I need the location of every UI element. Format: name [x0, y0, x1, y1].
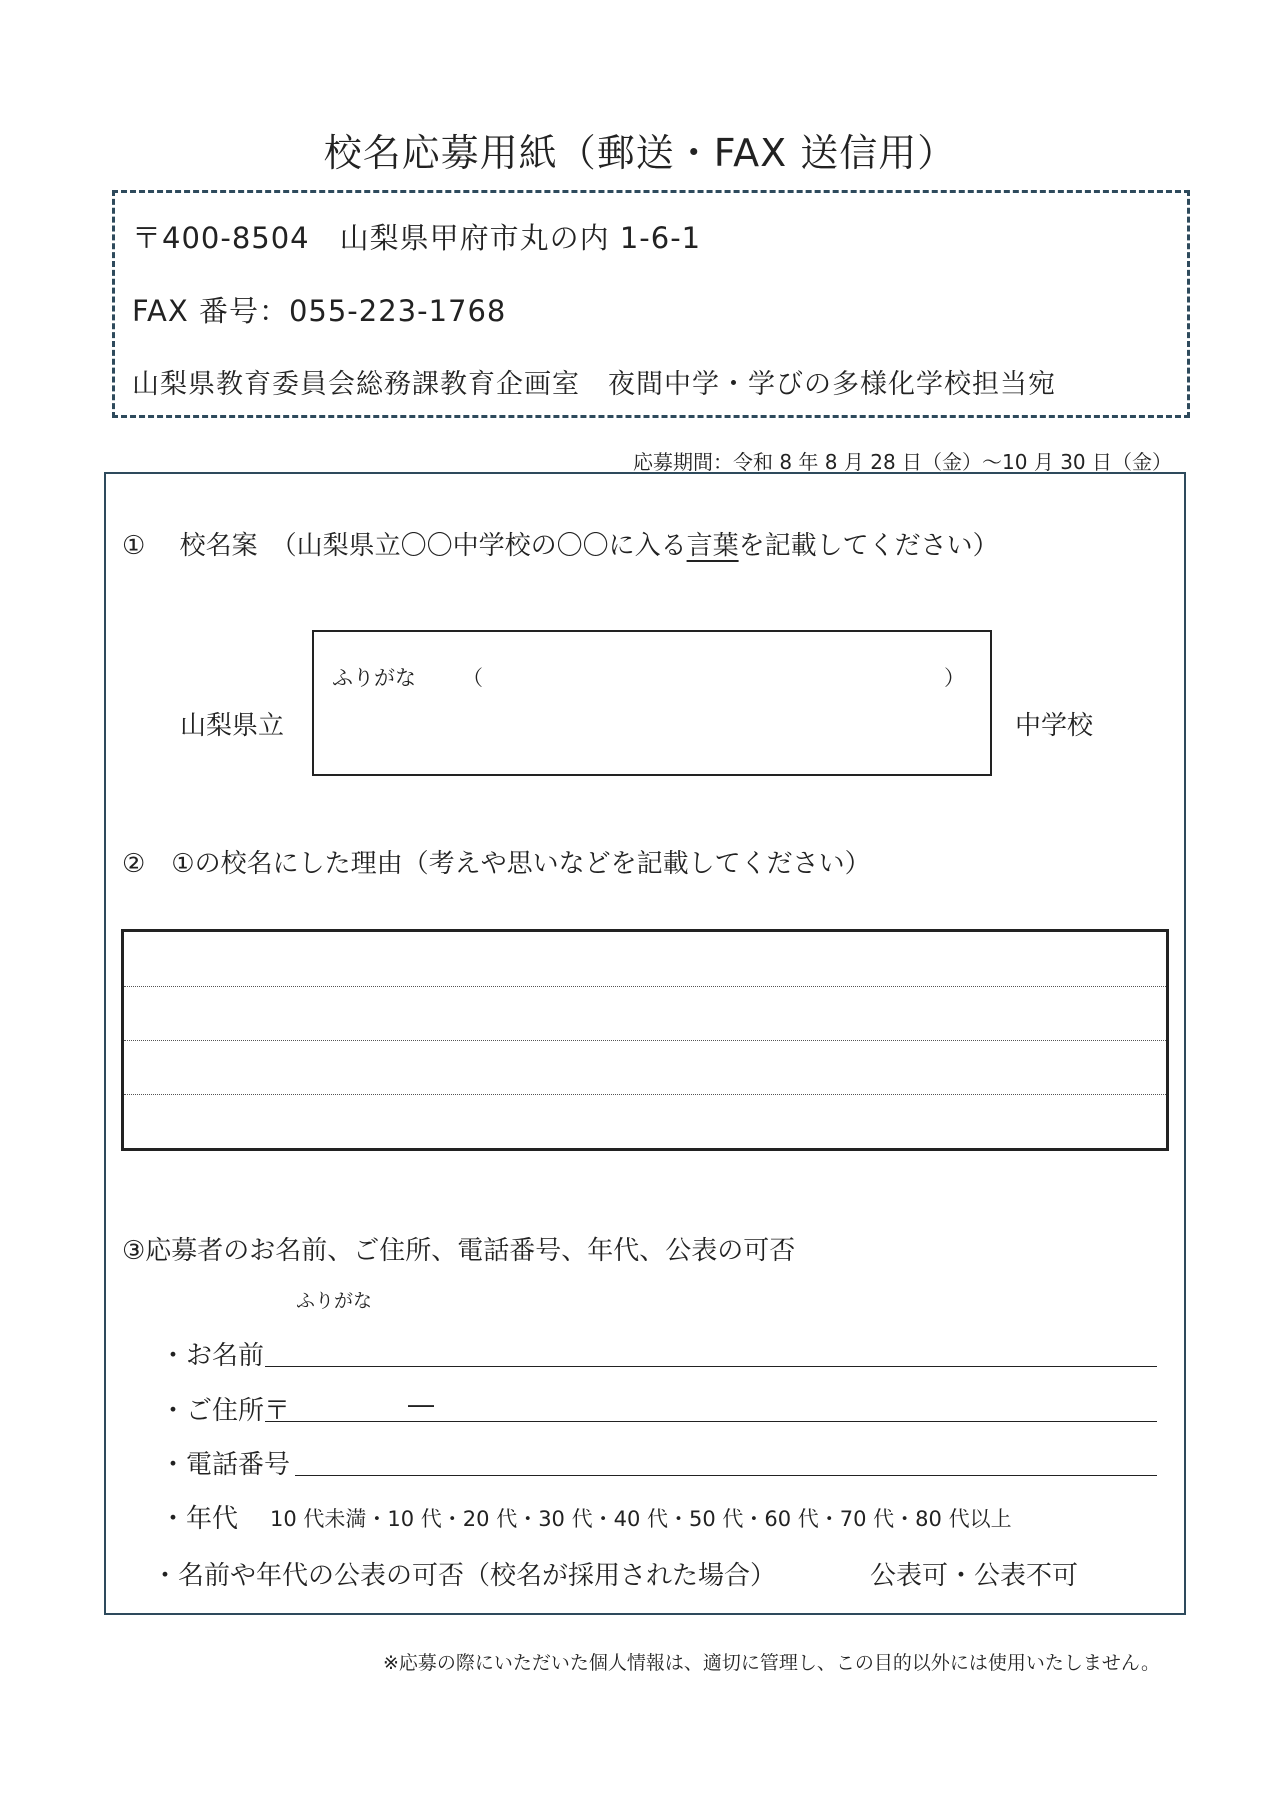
- age-options[interactable]: 10 代未満・10 代・20 代・30 代・40 代・50 代・60 代・70 代・80 代以上: [270, 1507, 1012, 1531]
- postal-address: 〒400-8504 山梨県甲府市丸の内 1-6-1: [132, 221, 702, 255]
- name-furigana: ふりがな: [296, 1290, 373, 1312]
- publish-label: ・名前や年代の公表の可否（校名が採用された場合）: [152, 1561, 777, 1591]
- section2-heading: ② ①の校名にした理由（考えや思いなどを記載してください）: [122, 849, 871, 879]
- application-period: 応募期間：令和 8 年 8 月 28 日（金）～10 月 30 日（金）: [632, 450, 1172, 474]
- section3-heading: ③応募者のお名前、ご住所、電話番号、年代、公表の可否: [122, 1236, 796, 1266]
- section1-heading-suffix: を記載してください）: [738, 531, 999, 561]
- address-label: ・ご住所〒: [160, 1396, 291, 1426]
- reason-input[interactable]: [121, 929, 1169, 1151]
- ruled-line: [124, 1094, 1166, 1095]
- ruled-line: [124, 986, 1166, 987]
- name-label: ・お名前: [160, 1341, 265, 1371]
- paren-open: （: [462, 666, 483, 690]
- section1-heading-underlined: 言葉: [686, 531, 739, 561]
- section1-heading: [122, 525, 999, 562]
- age-label: ・年代: [160, 1504, 239, 1534]
- address-field[interactable]: [265, 1421, 1157, 1422]
- phone-label: ・電話番号: [160, 1450, 291, 1480]
- phone-field[interactable]: [295, 1475, 1157, 1476]
- suffix-label: 中学校: [1015, 711, 1094, 741]
- prefix-label: 山梨県立: [180, 711, 285, 741]
- school-name-input[interactable]: [312, 630, 992, 776]
- recipient: 山梨県教育委員会総務課教育企画室 夜間中学・学びの多様化学校担当宛: [132, 369, 1056, 400]
- paren-close: ）: [944, 666, 965, 690]
- name-field[interactable]: [265, 1366, 1157, 1367]
- fax-number: FAX 番号：055-223-1768: [132, 294, 507, 328]
- ruled-line: [124, 1040, 1166, 1041]
- address-dash: ―: [408, 1390, 434, 1420]
- publish-options[interactable]: 公表可・公表不可: [870, 1561, 1079, 1591]
- section1-heading-prefix: ① 校名案 （山梨県立〇〇中学校の〇〇に入る: [122, 531, 687, 561]
- form-title: 校名応募用紙（郵送・FAX 送信用）: [323, 131, 957, 175]
- furigana-label: ふりがな: [332, 666, 416, 690]
- privacy-note: ※応募の際にいただいた個人情報は、適切に管理し、この目的以外には使用いたしません。: [382, 1652, 1160, 1674]
